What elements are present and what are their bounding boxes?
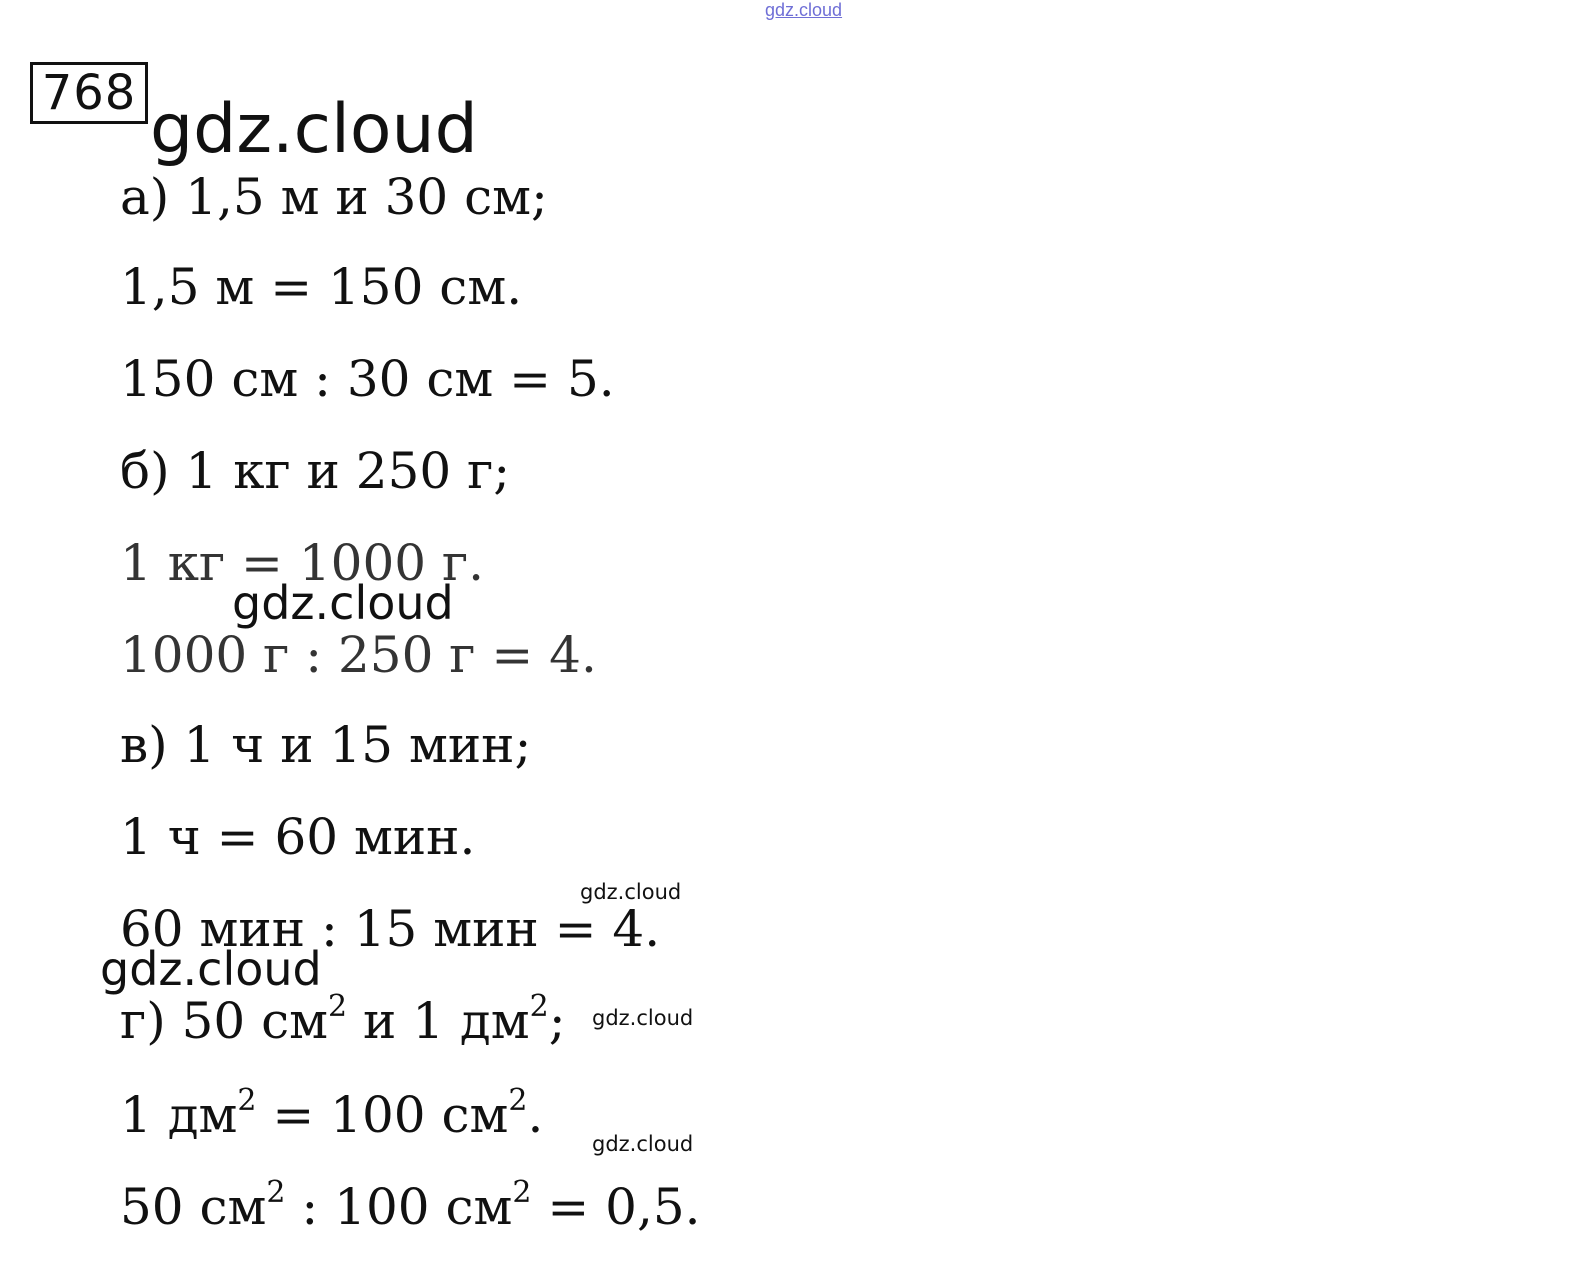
g-2-sup1: 2 [266, 1175, 286, 1210]
g-1-sup2: 2 [508, 1083, 528, 1118]
g-2-sup2: 2 [512, 1175, 532, 1210]
line-b-header: б) 1 кг и 250 г; [120, 442, 511, 500]
line-g-1 [120, 1083, 544, 1144]
g-header-part2: и 1 дм [347, 992, 530, 1050]
g-1-part3: . [527, 1086, 544, 1144]
g-1-sup1: 2 [237, 1083, 257, 1118]
line-a-1: 1,5 м = 150 см. [120, 258, 523, 316]
task-number-box: 768 [30, 62, 148, 124]
g-2-part1: 50 см [120, 1178, 267, 1236]
line-g-2 [120, 1175, 701, 1236]
g-2-part2: : 100 см [285, 1178, 513, 1236]
line-v-header: в) 1 ч и 15 мин; [120, 716, 532, 774]
line-v-2: 60 мин : 15 мин = 4. [120, 900, 661, 958]
g-2-part3: = 0,5. [531, 1178, 701, 1236]
watermark-small-3: gdz.cloud [592, 1132, 694, 1156]
line-b-2: 1000 г : 250 г = 4. [120, 626, 597, 684]
watermark-left: gdz.cloud [100, 942, 322, 996]
line-b-1: 1 кг = 1000 г. [120, 534, 485, 592]
line-a-2: 150 см : 30 см = 5. [120, 350, 615, 408]
g-1-part2: = 100 см [256, 1086, 509, 1144]
g-header-part3: ; [548, 992, 566, 1050]
watermark-small-1: gdz.cloud [580, 880, 682, 904]
top-watermark-link[interactable]: gdz.cloud [765, 0, 843, 20]
g-1-part1: 1 дм [120, 1086, 238, 1144]
line-g-header [120, 989, 566, 1050]
watermark-main: gdz.cloud [150, 90, 478, 169]
watermark-middle: gdz.cloud [232, 576, 454, 630]
g-header-sup2: 2 [529, 989, 549, 1024]
line-v-1: 1 ч = 60 мин. [120, 808, 476, 866]
g-header-part1: г) 50 см [120, 992, 329, 1050]
line-a-header: а) 1,5 м и 30 см; [120, 168, 548, 226]
watermark-small-2: gdz.cloud [592, 1006, 694, 1030]
g-header-sup1: 2 [328, 989, 348, 1024]
